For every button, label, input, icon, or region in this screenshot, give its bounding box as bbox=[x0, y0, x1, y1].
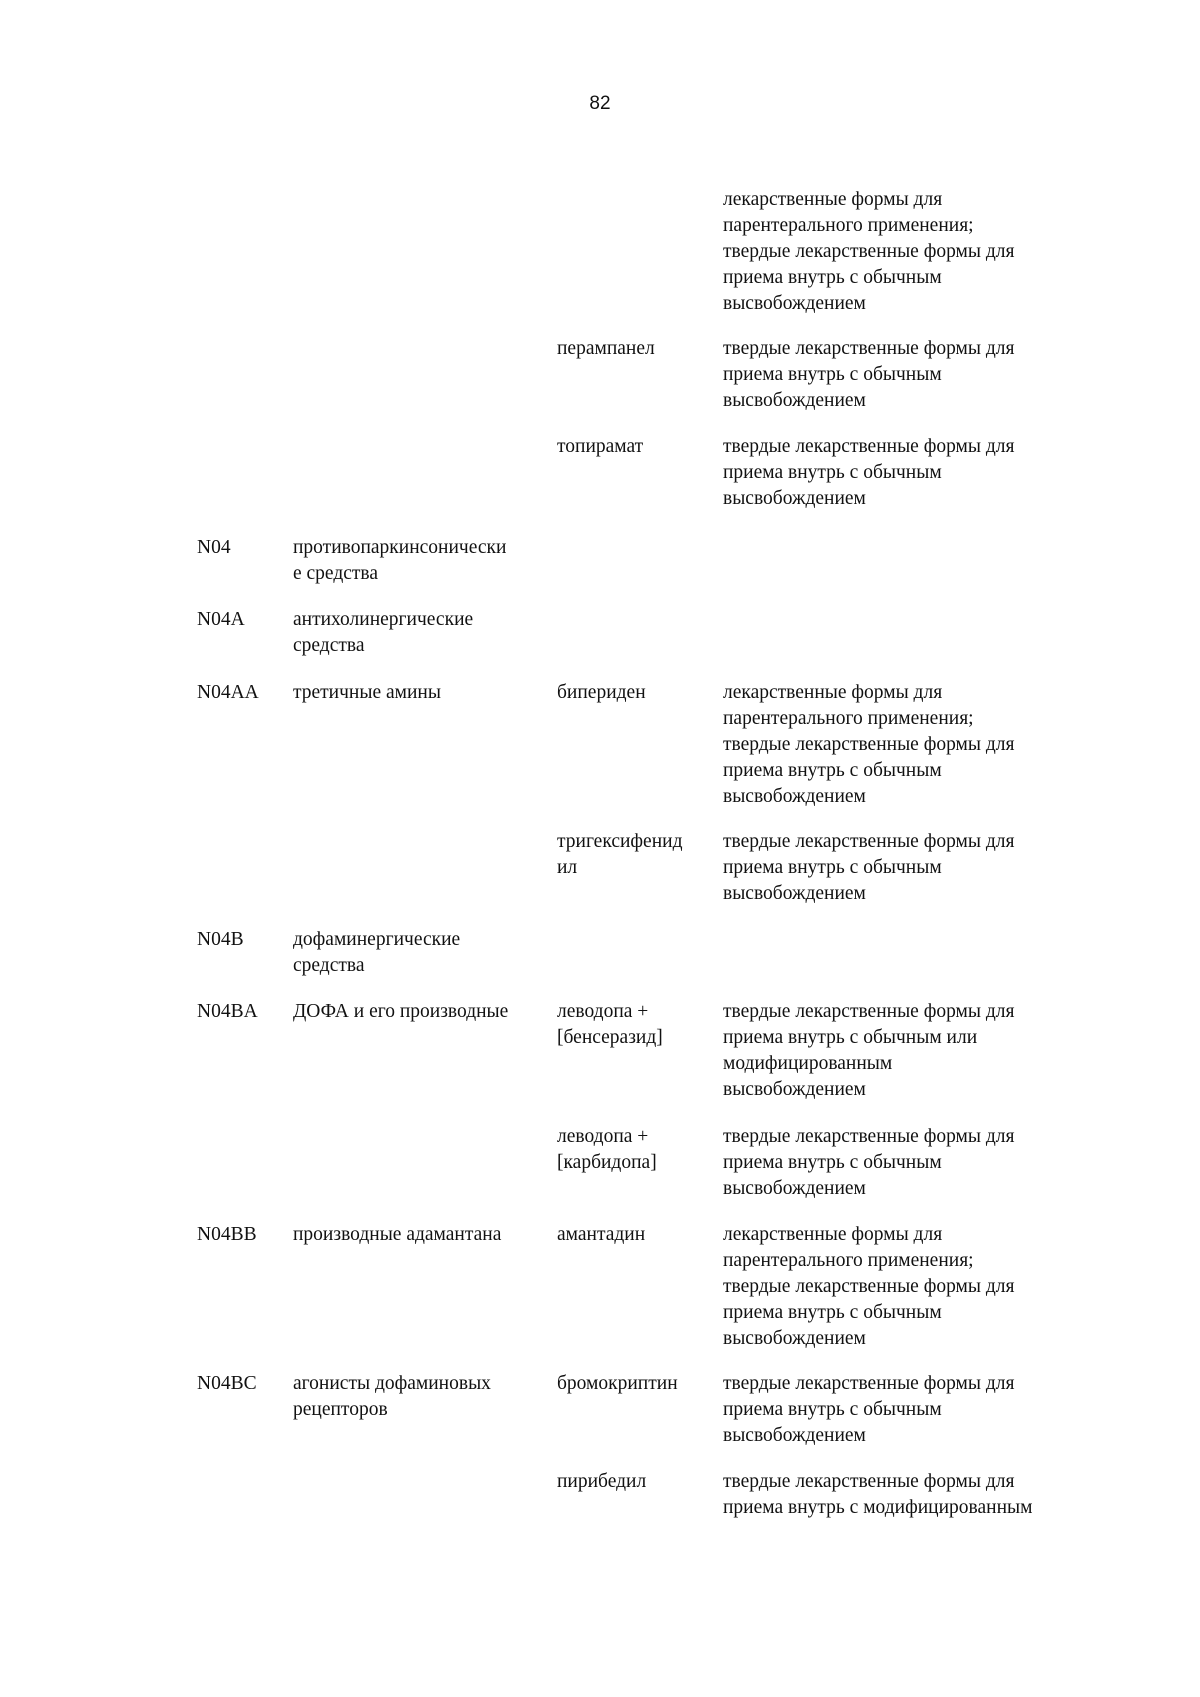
drug-name-line: бипериден bbox=[557, 682, 646, 703]
drug-name-line: леводопа + bbox=[557, 1126, 649, 1147]
dosage-forms-line: парентерального применения; bbox=[723, 215, 974, 236]
anatomical-group-line: ДОФА и его производные bbox=[293, 1001, 509, 1022]
anatomical-group-line: е средства bbox=[293, 563, 379, 584]
dosage-forms-line: приема внутрь с обычным bbox=[723, 267, 942, 288]
atc-code-line: N04AA bbox=[197, 682, 259, 703]
dosage-forms-line: твердые лекарственные формы для bbox=[723, 1126, 1015, 1147]
drug-name-line: бромокриптин bbox=[557, 1373, 678, 1394]
dosage-forms-line: высвобождением bbox=[723, 883, 866, 904]
dosage-forms-line: высвобождением bbox=[723, 488, 866, 509]
dosage-forms bbox=[723, 1469, 1123, 1521]
dosage-forms-line: твердые лекарственные формы для bbox=[723, 241, 1015, 262]
dosage-forms bbox=[723, 999, 1123, 1103]
dosage-forms bbox=[723, 187, 1123, 317]
anatomical-group-line: противопаркинсонически bbox=[293, 537, 507, 558]
drug-name-line: [карбидопа] bbox=[557, 1152, 657, 1173]
dosage-forms-line: твердые лекарственные формы для bbox=[723, 831, 1015, 852]
anatomical-group bbox=[293, 680, 543, 706]
drug-name-line: амантадин bbox=[557, 1224, 646, 1245]
dosage-forms bbox=[723, 1222, 1123, 1352]
dosage-forms-line: приема внутрь с обычным bbox=[723, 760, 942, 781]
dosage-forms bbox=[723, 1124, 1123, 1202]
atc-code-line: N04A bbox=[197, 609, 245, 630]
atc-code-line: N04 bbox=[197, 537, 231, 558]
dosage-forms-line: модифицированным bbox=[723, 1053, 893, 1074]
dosage-forms-line: высвобождением bbox=[723, 1425, 866, 1446]
dosage-forms-line: твердые лекарственные формы для bbox=[723, 734, 1015, 755]
dosage-forms bbox=[723, 680, 1123, 810]
drug-name bbox=[557, 1371, 717, 1397]
drug-name bbox=[557, 999, 717, 1051]
anatomical-group bbox=[293, 1371, 543, 1423]
anatomical-group bbox=[293, 535, 543, 587]
anatomical-group-line: средства bbox=[293, 955, 365, 976]
dosage-forms-line: твердые лекарственные формы для bbox=[723, 1471, 1015, 1492]
drug-name-line: леводопа + bbox=[557, 1001, 649, 1022]
drug-name-line: [бенсеразид] bbox=[557, 1027, 663, 1048]
atc-code bbox=[197, 999, 282, 1025]
drug-name-line: ил bbox=[557, 857, 578, 878]
dosage-forms bbox=[723, 1371, 1123, 1449]
dosage-forms-line: приема внутрь с обычным bbox=[723, 1302, 942, 1323]
drug-name bbox=[557, 1469, 717, 1495]
dosage-forms-line: высвобождением bbox=[723, 390, 866, 411]
dosage-forms-line: приема внутрь с обычным bbox=[723, 1399, 942, 1420]
atc-code-line: N04B bbox=[197, 929, 244, 950]
dosage-forms-line: лекарственные формы для bbox=[723, 682, 943, 703]
dosage-forms-line: приема внутрь с модифицированным bbox=[723, 1497, 1033, 1518]
atc-code-line: N04BB bbox=[197, 1224, 257, 1245]
drug-name-line: топирамат bbox=[557, 436, 644, 457]
dosage-forms-line: высвобождением bbox=[723, 786, 866, 807]
dosage-forms-line: лекарственные формы для bbox=[723, 1224, 943, 1245]
drug-name bbox=[557, 1124, 717, 1176]
anatomical-group-line: антихолинергические bbox=[293, 609, 474, 630]
dosage-forms-line: твердые лекарственные формы для bbox=[723, 436, 1015, 457]
dosage-forms-line: высвобождением bbox=[723, 1079, 866, 1100]
dosage-forms-line: приема внутрь с обычным bbox=[723, 462, 942, 483]
dosage-forms-line: твердые лекарственные формы для bbox=[723, 1276, 1015, 1297]
drug-name bbox=[557, 336, 717, 362]
anatomical-group-line: средства bbox=[293, 635, 365, 656]
atc-code bbox=[197, 680, 282, 706]
drug-name bbox=[557, 1222, 717, 1248]
dosage-forms-line: лекарственные формы для bbox=[723, 189, 943, 210]
anatomical-group-line: третичные амины bbox=[293, 682, 441, 703]
drug-name-line: перампанел bbox=[557, 338, 655, 359]
dosage-forms bbox=[723, 434, 1123, 512]
dosage-forms bbox=[723, 829, 1123, 907]
dosage-forms-line: приема внутрь с обычным bbox=[723, 857, 942, 878]
anatomical-group bbox=[293, 1222, 543, 1248]
dosage-forms-line: твердые лекарственные формы для bbox=[723, 1001, 1015, 1022]
dosage-forms-line: высвобождением bbox=[723, 1328, 866, 1349]
anatomical-group bbox=[293, 927, 543, 979]
anatomical-group-line: производные адамантана bbox=[293, 1224, 502, 1245]
anatomical-group-line: рецепторов bbox=[293, 1399, 388, 1420]
anatomical-group-line: дофаминергические bbox=[293, 929, 461, 950]
dosage-forms-line: приема внутрь с обычным bbox=[723, 1152, 942, 1173]
dosage-forms-line: парентерального применения; bbox=[723, 1250, 974, 1271]
dosage-forms bbox=[723, 336, 1123, 414]
atc-code bbox=[197, 927, 282, 953]
dosage-forms-line: твердые лекарственные формы для bbox=[723, 1373, 1015, 1394]
atc-code bbox=[197, 535, 282, 561]
anatomical-group-line: агонисты дофаминовых bbox=[293, 1373, 491, 1394]
drug-name-line: тригексифенид bbox=[557, 831, 683, 852]
atc-code-line: N04BA bbox=[197, 1001, 258, 1022]
dosage-forms-line: приема внутрь с обычным bbox=[723, 364, 942, 385]
anatomical-group bbox=[293, 999, 543, 1025]
drug-name bbox=[557, 829, 717, 881]
dosage-forms-line: высвобождением bbox=[723, 1178, 866, 1199]
dosage-forms-line: приема внутрь с обычным или bbox=[723, 1027, 978, 1048]
drug-name bbox=[557, 434, 717, 460]
atc-code bbox=[197, 1222, 282, 1248]
atc-code bbox=[197, 1371, 282, 1397]
dosage-forms-line: высвобождением bbox=[723, 293, 866, 314]
page-number: 82 bbox=[589, 93, 611, 114]
dosage-forms-line: твердые лекарственные формы для bbox=[723, 338, 1015, 359]
drug-name-line: пирибедил bbox=[557, 1471, 647, 1492]
anatomical-group bbox=[293, 607, 543, 659]
drug-name bbox=[557, 680, 717, 706]
dosage-forms-line: парентерального применения; bbox=[723, 708, 974, 729]
atc-code bbox=[197, 607, 282, 633]
atc-code-line: N04BC bbox=[197, 1373, 257, 1394]
